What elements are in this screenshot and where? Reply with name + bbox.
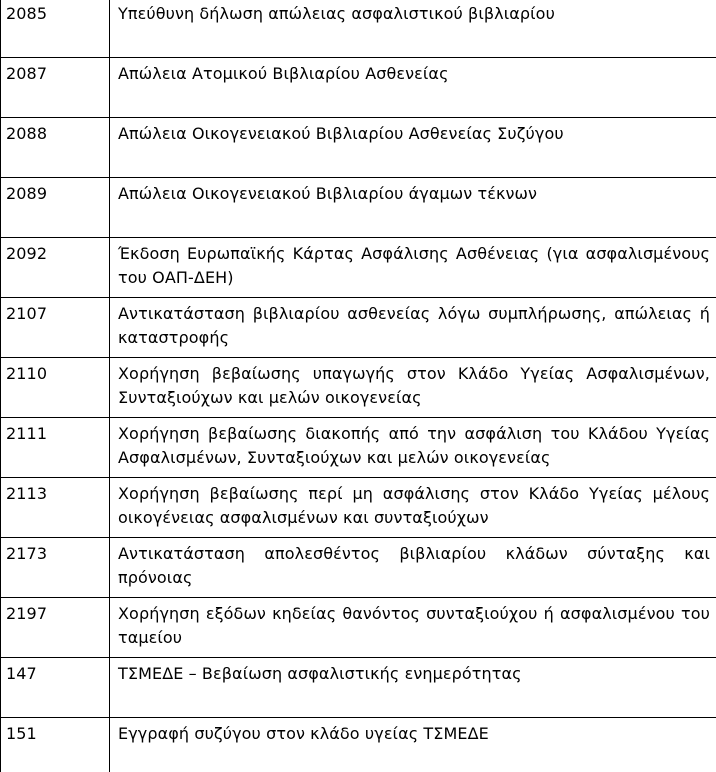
procedure-description: ΤΣΜΕΔΕ – Βεβαίωση ασφαλιστικής ενημερότητας <box>110 658 716 718</box>
table-row <box>1 238 716 298</box>
procedure-description: Εγγραφή συζύγου στον κλάδο υγείας ΤΣΜΕΔΕ <box>110 718 716 772</box>
table-row <box>1 58 716 118</box>
procedure-description: Απώλεια Οικογενειακού Βιβλιαρίου Ασθενείας Συζύγου <box>110 118 716 178</box>
table-row <box>1 178 716 238</box>
procedure-code: 2173 <box>1 538 110 598</box>
procedure-code: 2111 <box>1 418 110 478</box>
procedure-description: Χορήγηση βεβαίωσης υπαγωγής στον Κλάδο Υγείας Ασφαλισμένων, Συνταξιούχων και μελών οικογενείας <box>110 358 716 418</box>
table-row <box>1 598 716 658</box>
procedure-code: 147 <box>1 658 110 718</box>
table-row <box>1 118 716 178</box>
procedure-description: Απώλεια Ατομικού Βιβλιαρίου Ασθενείας <box>110 58 716 118</box>
procedure-code: 2197 <box>1 598 110 658</box>
procedure-description: Αντικατάσταση βιβλιαρίου ασθενείας λόγω συμπλήρωσης, απώλειας ή καταστροφής <box>110 298 716 358</box>
procedure-description: Υπεύθυνη δήλωση απώλειας ασφαλιστικού βιβλιαρίου <box>110 0 716 58</box>
procedure-code: 2087 <box>1 58 110 118</box>
procedure-code: 2085 <box>1 0 110 58</box>
procedure-description: Χορήγηση βεβαίωσης διακοπής από την ασφάλιση του Κλάδου Υγείας Ασφαλισμένων, Συνταξιούχων και μελών οικογενείας <box>110 418 716 478</box>
procedure-code: 2107 <box>1 298 110 358</box>
table-row <box>1 298 716 358</box>
procedure-code: 151 <box>1 718 110 772</box>
table-row <box>1 0 716 58</box>
procedure-description: Αντικατάσταση απολεσθέντος βιβλιαρίου κλάδων σύνταξης και πρόνοιας <box>110 538 716 598</box>
table-row <box>1 418 716 478</box>
table-row <box>1 538 716 598</box>
table-row <box>1 718 716 772</box>
procedure-code: 2089 <box>1 178 110 238</box>
procedure-description: Χορήγηση βεβαίωσης περί μη ασφάλισης στον Κλάδο Υγείας μέλους οικογένειας ασφαλισμένων και συνταξιούχων <box>110 478 716 538</box>
procedure-code: 2092 <box>1 238 110 298</box>
procedure-description: Έκδοση Ευρωπαϊκής Κάρτας Ασφάλισης Ασθένειας (για ασφαλισμένους του ΟΑΠ-ΔΕΗ) <box>110 238 716 298</box>
procedure-description: Απώλεια Οικογενειακού Βιβλιαρίου άγαμων τέκνων <box>110 178 716 238</box>
table-row <box>1 478 716 538</box>
table-row <box>1 358 716 418</box>
procedure-description: Χορήγηση εξόδων κηδείας θανόντος συνταξιούχου ή ασφαλισμένου του ταμείου <box>110 598 716 658</box>
procedure-code: 2088 <box>1 118 110 178</box>
table-row <box>1 658 716 718</box>
procedure-code: 2113 <box>1 478 110 538</box>
procedure-code: 2110 <box>1 358 110 418</box>
